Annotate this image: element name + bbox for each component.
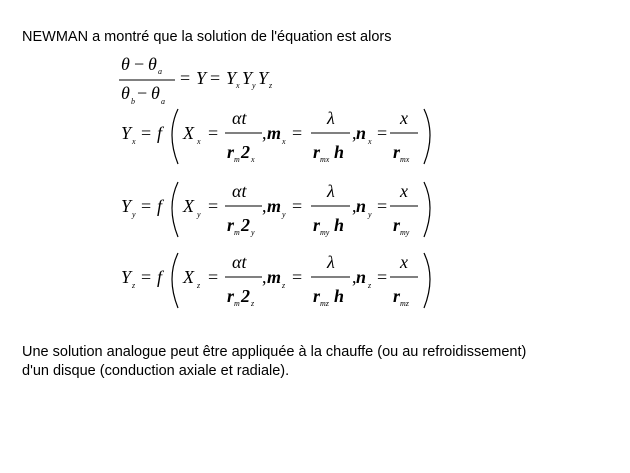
row-x: x: [400, 181, 408, 201]
row-f: f: [157, 123, 163, 143]
row-r2: r: [313, 142, 321, 162]
row-n-eq: =: [377, 123, 388, 143]
row-r: r: [227, 215, 235, 235]
row-comma2: ,: [352, 123, 357, 143]
conclusion-line-2: d'un disque (conduction axiale et radiale).: [22, 363, 290, 379]
main-num-minus: −: [134, 54, 145, 74]
row-m-sub: z: [282, 281, 286, 290]
row-r-sub-m: m: [234, 299, 240, 308]
row-r3-sub: mx: [400, 155, 410, 164]
right-paren: [424, 109, 430, 164]
row-Y: Y: [121, 267, 132, 287]
row-Y-sub: y: [132, 210, 136, 219]
row-comma1: ,: [262, 267, 267, 287]
main-Yy: Y: [242, 68, 253, 88]
row-r2-sub: my: [320, 228, 330, 237]
row-X-eq: =: [208, 123, 219, 143]
intro-text: NEWMAN a montré que la solution de l'équation est alors: [22, 29, 392, 45]
row-m-sub: y: [282, 210, 286, 219]
row-n: n: [356, 123, 367, 143]
main-sub-z: z: [269, 81, 273, 90]
row-X-eq: =: [208, 196, 219, 216]
row-x: x: [400, 108, 408, 128]
main-sub-x: x: [236, 81, 240, 90]
row-m-sub: x: [282, 137, 286, 146]
main-num-theta2: θ: [148, 54, 157, 74]
main-Y: Y: [196, 68, 207, 88]
right-paren: [424, 253, 430, 308]
row-r-sub-m: m: [234, 228, 240, 237]
row-h: h: [334, 142, 345, 162]
main-den-theta: θ: [121, 83, 130, 103]
left-paren: [172, 109, 178, 164]
row-X: X: [183, 196, 194, 216]
row-comma1: ,: [262, 196, 267, 216]
row-Y-sub: z: [132, 281, 136, 290]
row-r3-sub: my: [400, 228, 410, 237]
row-m-eq: =: [292, 196, 303, 216]
main-sub-y: y: [252, 81, 256, 90]
row-equation: [121, 252, 430, 308]
row-X-sub: x: [197, 137, 201, 146]
row-comma1: ,: [262, 123, 267, 143]
row-alpha-t: αt: [232, 108, 247, 128]
row-eq: =: [141, 196, 152, 216]
row-two-sub: z: [251, 299, 255, 308]
row-r3-sub: mz: [400, 299, 409, 308]
left-paren: [172, 182, 178, 237]
row-Y: Y: [121, 196, 132, 216]
row-X-sub: y: [197, 210, 201, 219]
row-m: m: [267, 123, 282, 143]
row-comma2: ,: [352, 196, 357, 216]
row-x: x: [400, 252, 408, 272]
row-f: f: [157, 196, 163, 216]
row-eq: =: [141, 267, 152, 287]
row-two: 2: [241, 215, 250, 235]
row-n-sub: z: [368, 281, 372, 290]
row-comma2: ,: [352, 267, 357, 287]
row-m-eq: =: [292, 267, 303, 287]
row-n: n: [356, 267, 367, 287]
row-alpha-t: αt: [232, 252, 247, 272]
row-two-sub: y: [251, 228, 255, 237]
row-n: n: [356, 196, 367, 216]
row-r3: r: [393, 215, 401, 235]
row-two: 2: [241, 286, 250, 306]
row-Y-sub: x: [132, 137, 136, 146]
main-den-theta2: θ: [151, 83, 160, 103]
row-h: h: [334, 286, 345, 306]
row-lambda: λ: [327, 181, 335, 201]
row-r: r: [227, 286, 235, 306]
row-h: h: [334, 215, 345, 235]
row-X-sub: z: [197, 281, 201, 290]
main-equation: [119, 54, 273, 106]
left-paren: [172, 253, 178, 308]
row-n-eq: =: [377, 196, 388, 216]
row-lambda: λ: [327, 108, 335, 128]
row-r3: r: [393, 286, 401, 306]
main-num-sub-a: a: [158, 67, 162, 76]
row-lambda: λ: [327, 252, 335, 272]
conclusion-line-1: Une solution analogue peut être appliquée à la chauffe (ou au refroidissement): [22, 344, 527, 360]
row-n-eq: =: [377, 267, 388, 287]
row-r2: r: [313, 215, 321, 235]
row-X-eq: =: [208, 267, 219, 287]
main-Yx: Y: [226, 68, 237, 88]
row-equation: [121, 181, 430, 237]
row-r2-sub: mz: [320, 299, 329, 308]
row-n-sub: x: [368, 137, 372, 146]
main-eq2: =: [210, 68, 221, 88]
row-f: f: [157, 267, 163, 287]
row-X: X: [183, 267, 194, 287]
row-m: m: [267, 196, 282, 216]
row-m: m: [267, 267, 282, 287]
row-r-sub-m: m: [234, 155, 240, 164]
row-r2-sub: mx: [320, 155, 330, 164]
row-r3: r: [393, 142, 401, 162]
right-paren: [424, 182, 430, 237]
row-Y: Y: [121, 123, 132, 143]
main-Yz: Y: [258, 68, 269, 88]
row-r: r: [227, 142, 235, 162]
main-eq1: =: [180, 68, 191, 88]
row-equation: [121, 108, 430, 164]
row-two: 2: [241, 142, 250, 162]
main-den-sub-b: b: [131, 97, 135, 106]
main-den-sub-a: a: [161, 97, 165, 106]
main-den-minus: −: [137, 83, 148, 103]
row-r2: r: [313, 286, 321, 306]
row-n-sub: y: [368, 210, 372, 219]
row-alpha-t: αt: [232, 181, 247, 201]
main-num-theta: θ: [121, 54, 130, 74]
row-two-sub: x: [251, 155, 255, 164]
row-eq: =: [141, 123, 152, 143]
row-X: X: [183, 123, 194, 143]
row-m-eq: =: [292, 123, 303, 143]
